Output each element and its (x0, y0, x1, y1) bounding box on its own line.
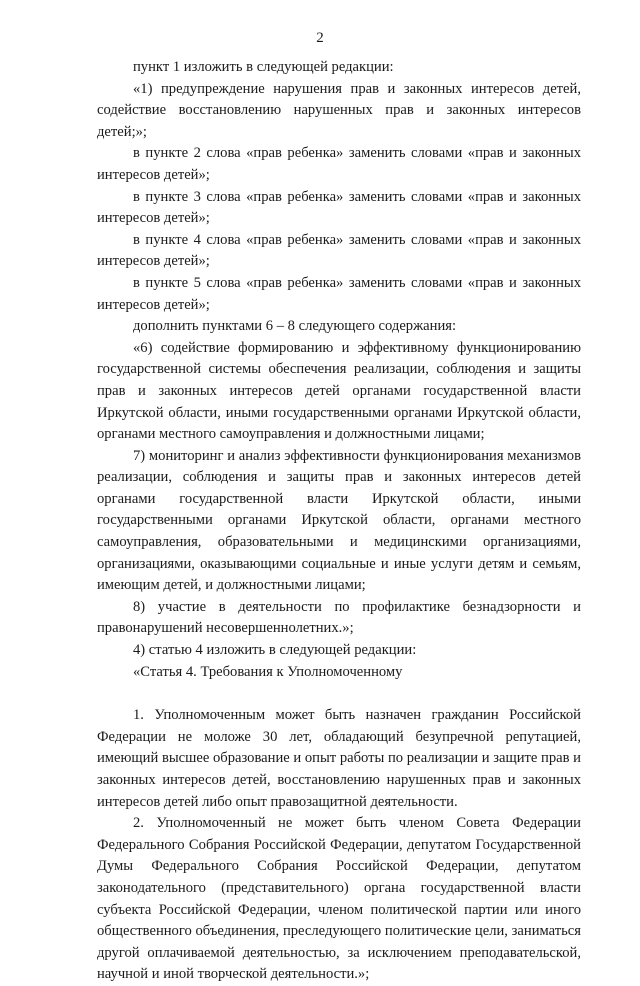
paragraph-9: 7) мониторинг и анализ эффективности функционирования механизмов реализации, соблюдения и защиты прав и законных интересов детей органами государственной власти Иркутской области, иными государственными органами Иркутской области, органами местного самоуправления, образовательными и медицинскими организациями, организациями, оказывающими социальные и иные услуги детям и семьям, имеющим детей, и должностными лицами; (97, 447, 581, 594)
paragraph-5: в пункте 4 слова «прав ребенка» заменить словами «прав и законных интересов детей»; (97, 231, 581, 270)
paragraph-10: 8) участие в деятельности по профилактике безнадзорности и правонарушений несовершеннолетних.»; (97, 598, 581, 637)
paragraph-1: пункт 1 изложить в следующей редакции: (133, 59, 394, 75)
paragraph-8: «6) содействие формированию и эффективному функционированию государственной системы обеспечения реализации, соблюдения и защиты прав и законных интересов детей органами государственной власти Иркутской области, иными государственными органами Иркутской области, органами местного самоуправления и должностными лицами; (97, 339, 581, 443)
paragraph-4: в пункте 3 слова «прав ребенка» заменить словами «прав и законных интересов детей»; (97, 188, 581, 227)
document-body (97, 57, 581, 986)
paragraph-11: 4) статью 4 изложить в следующей редакции: (133, 642, 417, 659)
paragraph-7: дополнить пунктами 6 – 8 следующего содержания: (133, 318, 457, 335)
paragraph-3: в пункте 2 слова «прав ребенка» заменить словами «прав и законных интересов детей»; (97, 145, 581, 183)
paragraph-14: 2. Уполномоченный не может быть членом Совета Федерации Федерального Собрания Российской Федерации, депутатом Государственной Думы Федерального Собрания Российской Федерации, депутатом законодательного (представительного) органа государственной власти субъекта Российской Федерации, членом политической партии или иного общественного объединения, преследующего политические цели, заниматься другой оплачиваемой деятельностью, за исключением преподавательской, научной и иной творческой деятельности.»; (97, 815, 581, 983)
paragraph-2: «1) предупреждение нарушения прав и законных интересов детей, содействие восстановлению нарушенных прав и законных интересов детей;»; (97, 80, 581, 140)
page-number: 2 (316, 30, 324, 46)
article-heading: «Статья 4. Требования к Уполномоченному (133, 663, 403, 680)
paragraph-6: в пункте 5 слова «прав ребенка» заменить словами «прав и законных интересов детей»; (97, 274, 581, 313)
paragraph-13: 1. Уполномоченным может быть назначен гражданин Российской Федерации не моложе 30 лет, обладающий безупречной репутацией, имеющий высшее образование и опыт работы по реализации и защите прав и законных интересов детей, восстановлению нарушенных прав и законных интересов детей либо опыт правозащитной деятельности. (97, 707, 581, 810)
